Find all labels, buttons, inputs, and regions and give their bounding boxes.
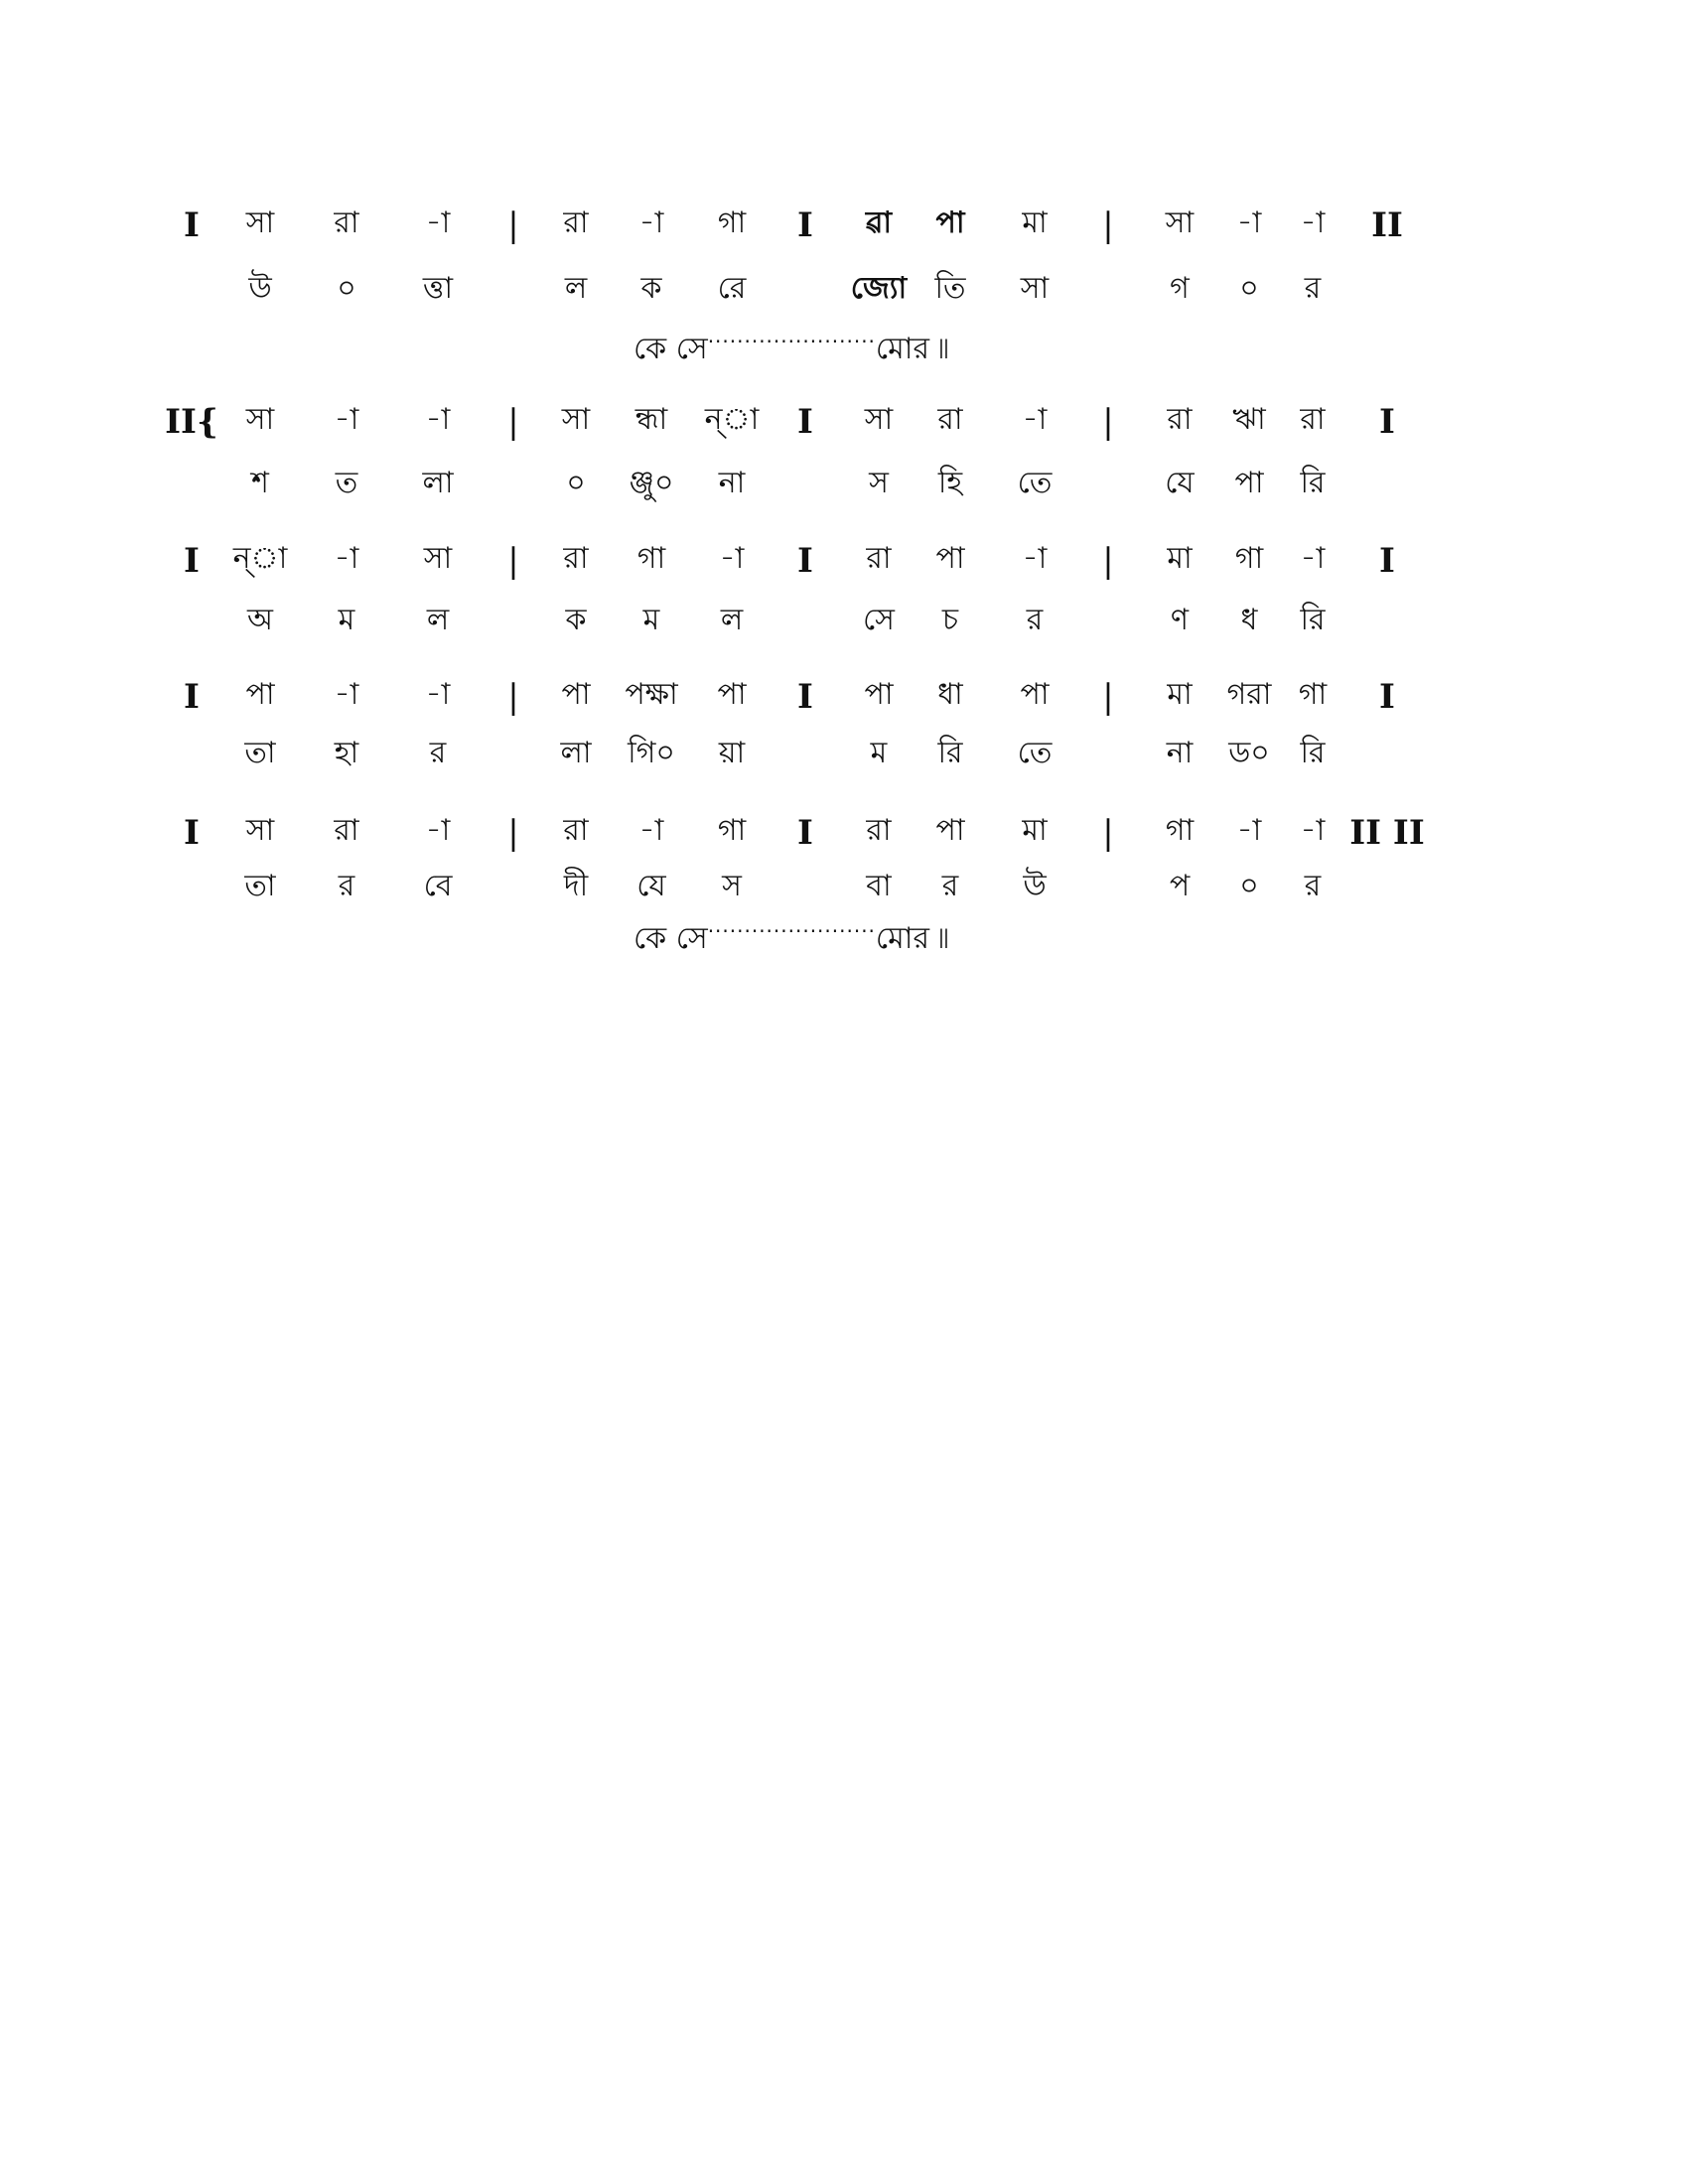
swara-note: গা — [717, 813, 747, 848]
barline: I — [1379, 541, 1395, 581]
lyric-syllable: গি০ — [628, 736, 675, 770]
swara-note: -া — [425, 205, 451, 240]
swara-note: -া — [1236, 205, 1262, 240]
barline: I — [797, 813, 813, 853]
swara-note: সা — [245, 813, 275, 848]
swara-note: পা — [717, 677, 747, 712]
swara-note: গা — [1298, 677, 1328, 712]
lyric-syllable: না — [718, 466, 746, 500]
lyric-syllable: তা — [244, 736, 276, 770]
lyric-syllable: পা — [1234, 466, 1264, 500]
swara-note: মা — [1167, 677, 1193, 712]
lyric-syllable: দী — [563, 869, 589, 903]
lyric-syllable: যে — [1165, 466, 1195, 500]
swara-note: পা — [935, 541, 965, 576]
swara-note: সা — [245, 205, 275, 240]
swara-note: পা — [245, 677, 275, 712]
lyric-syllable: ত্তা — [422, 271, 454, 306]
barline: II — [1371, 205, 1403, 245]
lyric-syllable: ল — [426, 603, 450, 637]
lyric-syllable: ণ — [1170, 603, 1190, 637]
lyric-syllable: শ — [251, 466, 269, 500]
swara-note: ধা — [937, 677, 963, 712]
swara-note: রা — [866, 541, 892, 576]
lyric-syllable: রি — [937, 736, 963, 770]
barline: | — [1102, 205, 1114, 245]
refrain-line — [633, 921, 949, 954]
barline: I — [797, 205, 813, 245]
barline: II II — [1349, 813, 1425, 853]
lyric-syllable: উ — [248, 271, 272, 306]
swara-note: মা — [1022, 205, 1048, 240]
swara-note: -া — [1300, 541, 1326, 576]
barline: I — [797, 402, 813, 442]
swara-note: -া — [1022, 402, 1048, 437]
swara-note: সা — [864, 402, 894, 437]
lyric-syllable: ০ — [337, 271, 356, 306]
swara-note: রা — [1300, 402, 1326, 437]
lyric-syllable: ০ — [1239, 869, 1259, 903]
swara-note: মা — [1167, 541, 1193, 576]
swara-note: -া — [638, 813, 664, 848]
refrain-dots: ······················· — [707, 330, 876, 353]
swara-note: সা — [423, 541, 453, 576]
swara-note: ৱা — [865, 205, 893, 240]
lyric-syllable: ড০ — [1228, 736, 1270, 770]
barline: I — [1379, 677, 1395, 717]
barline: I — [184, 541, 200, 581]
barline: | — [507, 813, 519, 853]
lyric-syllable: রি — [1300, 736, 1326, 770]
lyric-syllable: তে — [1017, 736, 1053, 770]
swara-note: -া — [425, 677, 451, 712]
swara-note: পা — [935, 813, 965, 848]
swara-note: রা — [1167, 402, 1193, 437]
lyric-syllable: সা — [1020, 271, 1050, 306]
lyric-syllable: য়া — [718, 736, 746, 770]
barline: | — [1102, 677, 1114, 717]
swara-note: -া — [334, 541, 359, 576]
lyric-syllable: ম — [642, 603, 660, 637]
swara-note: রা — [334, 205, 359, 240]
swara-note: রা — [866, 813, 892, 848]
barline: I — [184, 205, 200, 245]
swara-note: -া — [719, 541, 745, 576]
lyric-syllable: র — [1304, 869, 1322, 903]
swara-note: সা — [245, 402, 275, 437]
refrain-start: কে সে — [633, 921, 708, 956]
barline: I — [797, 677, 813, 717]
lyric-syllable: সে — [863, 603, 895, 637]
lyric-syllable: ০ — [566, 466, 586, 500]
swara-note: পা — [935, 205, 965, 240]
lyric-syllable: র — [941, 869, 959, 903]
swara-note: -া — [1022, 541, 1048, 576]
swara-note: রা — [563, 813, 589, 848]
swara-note: ন্া — [704, 402, 760, 437]
lyric-syllable: হা — [334, 736, 359, 770]
lyric-syllable: তি — [934, 271, 966, 306]
lyric-syllable: অ — [247, 603, 273, 637]
swara-note: মা — [1022, 813, 1048, 848]
barline: I — [184, 677, 200, 717]
barline: | — [1102, 813, 1114, 853]
refrain-end: মোর ৷৷ — [875, 921, 949, 956]
lyric-syllable: র — [338, 869, 355, 903]
barline: I — [797, 541, 813, 581]
refrain-start: কে সে — [633, 332, 708, 366]
refrain-line — [633, 332, 949, 364]
swara-note: পা — [864, 677, 894, 712]
refrain-dots: ······················· — [707, 919, 876, 943]
lyric-syllable: স — [722, 869, 742, 903]
barline: | — [507, 402, 519, 442]
lyric-syllable: লা — [560, 736, 592, 770]
swara-note: -া — [334, 677, 359, 712]
lyric-syllable: রি — [1300, 603, 1326, 637]
swara-note: গা — [717, 205, 747, 240]
barline: | — [507, 205, 519, 245]
lyric-syllable: ০ — [1239, 271, 1259, 306]
swara-note: -া — [1300, 205, 1326, 240]
barline: I — [1379, 402, 1395, 442]
swara-note: -া — [638, 205, 664, 240]
swara-note: সা — [561, 402, 591, 437]
barline: II{ — [165, 402, 218, 442]
lyric-syllable: ল — [564, 271, 588, 306]
lyric-syllable: র — [429, 736, 447, 770]
lyric-syllable: রে — [717, 271, 747, 306]
swara-note: রা — [563, 541, 589, 576]
swara-note: -া — [425, 402, 451, 437]
swara-note: পক্ষা — [625, 677, 678, 712]
swara-note: ন্া — [232, 541, 288, 576]
swara-note: গা — [1234, 541, 1264, 576]
lyric-syllable: বে — [423, 869, 453, 903]
swara-note: রা — [937, 402, 963, 437]
swara-note: সা — [1165, 205, 1195, 240]
lyric-syllable: স — [869, 466, 889, 500]
lyric-syllable: রি — [1300, 466, 1326, 500]
lyric-syllable: না — [1166, 736, 1194, 770]
lyric-syllable: ত — [335, 466, 358, 500]
lyric-syllable: ল — [720, 603, 744, 637]
lyric-syllable: উ — [1023, 869, 1047, 903]
lyric-syllable: চ — [941, 603, 959, 637]
lyric-syllable: গ — [1170, 271, 1190, 306]
lyric-syllable: ধ — [1240, 603, 1258, 637]
swara-note: গা — [636, 541, 666, 576]
refrain-end: মোর ৷৷ — [875, 332, 949, 366]
swara-note: পা — [1020, 677, 1050, 712]
barline: | — [507, 541, 519, 581]
lyric-syllable: র — [1026, 603, 1044, 637]
barline: | — [507, 677, 519, 717]
barline: | — [1102, 541, 1114, 581]
swara-note: পা — [561, 677, 591, 712]
lyric-syllable: লা — [422, 466, 454, 500]
swara-note: -া — [334, 402, 359, 437]
swara-note: -া — [1300, 813, 1326, 848]
swara-note: -া — [1236, 813, 1262, 848]
lyric-syllable: তে — [1017, 466, 1053, 500]
lyric-syllable: যে — [636, 869, 666, 903]
lyric-syllable: ক — [640, 271, 662, 306]
swara-note: গরা — [1226, 677, 1272, 712]
lyric-syllable: ম — [338, 603, 355, 637]
swara-note: রা — [334, 813, 359, 848]
lyric-syllable: ঞ্জু০ — [629, 466, 674, 500]
lyric-syllable: হি — [937, 466, 963, 500]
lyric-syllable: র — [1304, 271, 1322, 306]
lyric-syllable: তা — [244, 869, 276, 903]
swara-note: -া — [425, 813, 451, 848]
swara-note: ঋা — [1232, 402, 1266, 437]
lyric-syllable: বা — [866, 869, 892, 903]
lyric-syllable: ক — [565, 603, 587, 637]
swara-note: গা — [1165, 813, 1195, 848]
barline: | — [1102, 402, 1114, 442]
swara-note: ন্ধা — [634, 402, 668, 437]
swara-note: রা — [563, 205, 589, 240]
barline: I — [184, 813, 200, 853]
lyric-syllable: ম — [870, 736, 888, 770]
lyric-syllable: প — [1169, 869, 1191, 903]
lyric-syllable: জ্যো — [850, 271, 908, 306]
